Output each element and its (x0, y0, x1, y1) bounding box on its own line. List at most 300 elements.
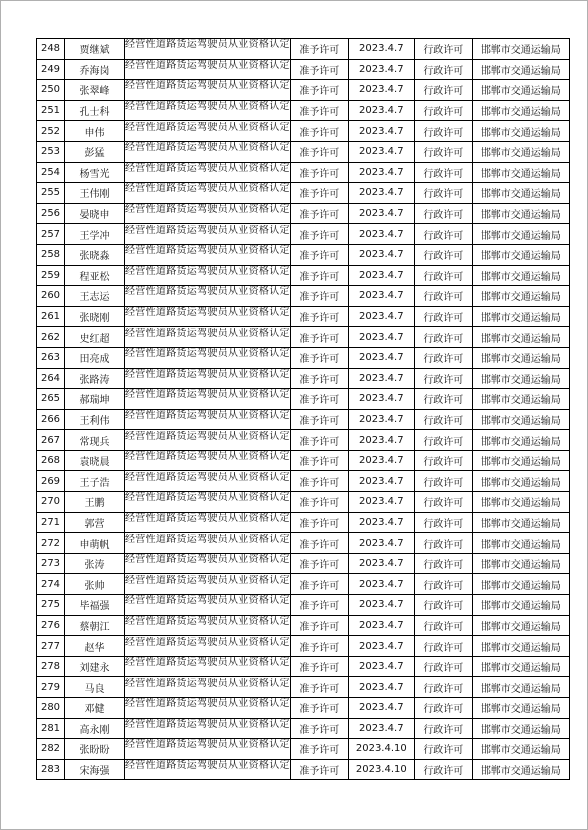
license-category-cell: 行政许可 (414, 162, 472, 183)
license-item-cell (125, 286, 291, 307)
license-item-cell (125, 759, 291, 780)
decision-type-cell: 准予许可 (290, 471, 348, 492)
issuing-authority-cell: 邯郸市交通运输局 (472, 39, 569, 60)
row-number-cell: 267 (37, 430, 65, 451)
row-number-cell: 272 (37, 533, 65, 554)
license-item: 经营性道路货运驾驶员从业资格认定 (125, 554, 290, 566)
decision-date-cell: 2023.4.7 (348, 306, 414, 327)
decision-date-cell: 2023.4.7 (348, 656, 414, 677)
license-item: 经营性道路货运驾驶员从业资格认定 (125, 760, 290, 772)
person-name-cell: 刘建永 (65, 656, 125, 677)
license-item: 经营性道路货运驾驶员从业资格认定 (125, 204, 290, 216)
license-item-cell (125, 677, 291, 698)
row-number-cell: 283 (37, 759, 65, 780)
row-number-cell: 276 (37, 615, 65, 636)
license-item-cell (125, 327, 291, 348)
issuing-authority-cell: 邯郸市交通运输局 (472, 286, 569, 307)
license-item: 经营性道路货运驾驶员从业资格认定 (125, 162, 290, 174)
license-category-cell: 行政许可 (414, 389, 472, 410)
issuing-authority-cell: 邯郸市交通运输局 (472, 100, 569, 121)
decision-date-cell: 2023.4.7 (348, 265, 414, 286)
issuing-authority-cell: 邯郸市交通运输局 (472, 141, 569, 162)
decision-date-cell: 2023.4.7 (348, 718, 414, 739)
row-number-cell: 260 (37, 286, 65, 307)
issuing-authority-cell: 邯郸市交通运输局 (472, 224, 569, 245)
person-name-cell: 袁晓晨 (65, 450, 125, 471)
issuing-authority-cell: 邯郸市交通运输局 (472, 80, 569, 101)
license-category-cell: 行政许可 (414, 739, 472, 760)
row-number-cell: 263 (37, 347, 65, 368)
issuing-authority-cell: 邯郸市交通运输局 (472, 698, 569, 719)
table-row (37, 718, 570, 739)
license-category-cell: 行政许可 (414, 244, 472, 265)
table-row (37, 368, 570, 389)
person-name-cell: 张帅 (65, 574, 125, 595)
table-row (37, 59, 570, 80)
decision-type-cell: 准予许可 (290, 306, 348, 327)
license-item: 经营性道路货运驾驶员从业资格认定 (125, 327, 290, 339)
issuing-authority-cell: 邯郸市交通运输局 (472, 203, 569, 224)
decision-date-cell: 2023.4.7 (348, 636, 414, 657)
license-item-cell (125, 636, 291, 657)
issuing-authority-cell: 邯郸市交通运输局 (472, 389, 569, 410)
license-item: 经营性道路货运驾驶员从业资格认定 (125, 307, 290, 319)
table-row (37, 759, 570, 780)
person-name-cell: 申萌帆 (65, 533, 125, 554)
decision-type-cell: 准予许可 (290, 162, 348, 183)
license-category-cell: 行政许可 (414, 471, 472, 492)
license-item-cell (125, 244, 291, 265)
license-item: 经营性道路货运驾驶员从业资格认定 (125, 389, 290, 401)
issuing-authority-cell: 邯郸市交通运输局 (472, 347, 569, 368)
decision-date-cell: 2023.4.7 (348, 100, 414, 121)
license-item: 经营性道路货运驾驶员从业资格认定 (125, 245, 290, 257)
issuing-authority-cell: 邯郸市交通运输局 (472, 718, 569, 739)
license-category-cell: 行政许可 (414, 759, 472, 780)
license-category-cell: 行政许可 (414, 183, 472, 204)
decision-type-cell: 准予许可 (290, 265, 348, 286)
license-item-cell (125, 141, 291, 162)
row-number-cell: 282 (37, 739, 65, 760)
license-item-cell (125, 121, 291, 142)
table-row (37, 244, 570, 265)
license-item-cell (125, 389, 291, 410)
table-row (37, 286, 570, 307)
license-category-cell: 行政许可 (414, 677, 472, 698)
row-number-cell: 281 (37, 718, 65, 739)
decision-type-cell: 准予许可 (290, 80, 348, 101)
decision-date-cell: 2023.4.7 (348, 595, 414, 616)
decision-type-cell: 准予许可 (290, 409, 348, 430)
license-category-cell: 行政许可 (414, 492, 472, 513)
decision-type-cell: 准予许可 (290, 39, 348, 60)
license-category-cell: 行政许可 (414, 347, 472, 368)
person-name-cell: 张盼盼 (65, 739, 125, 760)
license-item-cell (125, 162, 291, 183)
row-number-cell: 277 (37, 636, 65, 657)
license-category-cell: 行政许可 (414, 533, 472, 554)
row-number-cell: 256 (37, 203, 65, 224)
decision-type-cell: 准予许可 (290, 656, 348, 677)
person-name-cell: 王利伟 (65, 409, 125, 430)
decision-date-cell: 2023.4.7 (348, 677, 414, 698)
table-row (37, 100, 570, 121)
license-category-cell: 行政许可 (414, 409, 472, 430)
decision-date-cell: 2023.4.7 (348, 80, 414, 101)
table-row (37, 141, 570, 162)
person-name-cell: 孔士科 (65, 100, 125, 121)
license-category-cell: 行政许可 (414, 368, 472, 389)
person-name-cell: 张路涛 (65, 368, 125, 389)
row-number-cell: 255 (37, 183, 65, 204)
issuing-authority-cell: 邯郸市交通运输局 (472, 327, 569, 348)
decision-type-cell: 准予许可 (290, 759, 348, 780)
person-name-cell: 杨雪光 (65, 162, 125, 183)
decision-date-cell: 2023.4.7 (348, 409, 414, 430)
license-item-cell (125, 595, 291, 616)
license-item-cell (125, 574, 291, 595)
table-row (37, 347, 570, 368)
license-category-cell: 行政许可 (414, 121, 472, 142)
decision-type-cell: 准予许可 (290, 430, 348, 451)
decision-type-cell: 准予许可 (290, 327, 348, 348)
license-item: 经营性道路货运驾驶员从业资格认定 (125, 615, 290, 627)
decision-date-cell: 2023.4.7 (348, 698, 414, 719)
decision-type-cell: 准予许可 (290, 141, 348, 162)
table-row (37, 183, 570, 204)
person-name-cell: 张晓刚 (65, 306, 125, 327)
license-category-cell: 行政许可 (414, 39, 472, 60)
decision-date-cell: 2023.4.7 (348, 224, 414, 245)
person-name-cell: 张翠峰 (65, 80, 125, 101)
license-item-cell (125, 492, 291, 513)
decision-type-cell: 准予许可 (290, 100, 348, 121)
issuing-authority-cell: 邯郸市交通运输局 (472, 656, 569, 677)
person-name-cell: 张涛 (65, 553, 125, 574)
row-number-cell: 249 (37, 59, 65, 80)
decision-type-cell: 准予许可 (290, 574, 348, 595)
person-name-cell: 乔海岗 (65, 59, 125, 80)
license-item-cell (125, 512, 291, 533)
row-number-cell: 275 (37, 595, 65, 616)
row-number-cell: 268 (37, 450, 65, 471)
issuing-authority-cell: 邯郸市交通运输局 (472, 409, 569, 430)
person-name-cell: 郭营 (65, 512, 125, 533)
row-number-cell: 250 (37, 80, 65, 101)
table-row (37, 389, 570, 410)
license-item-cell (125, 615, 291, 636)
row-number-cell: 251 (37, 100, 65, 121)
license-item-cell (125, 39, 291, 60)
decision-date-cell: 2023.4.7 (348, 512, 414, 533)
issuing-authority-cell: 邯郸市交通运输局 (472, 574, 569, 595)
row-number-cell: 280 (37, 698, 65, 719)
license-category-cell: 行政许可 (414, 430, 472, 451)
table-row (37, 327, 570, 348)
license-item: 经营性道路货运驾驶员从业资格认定 (125, 121, 290, 133)
license-category-cell: 行政许可 (414, 656, 472, 677)
decision-date-cell: 2023.4.7 (348, 121, 414, 142)
table-row (37, 656, 570, 677)
person-name-cell: 申伟 (65, 121, 125, 142)
decision-date-cell: 2023.4.7 (348, 553, 414, 574)
issuing-authority-cell: 邯郸市交通运输局 (472, 244, 569, 265)
issuing-authority-cell: 邯郸市交通运输局 (472, 512, 569, 533)
issuing-authority-cell: 邯郸市交通运输局 (472, 677, 569, 698)
row-number-cell: 269 (37, 471, 65, 492)
license-category-cell: 行政许可 (414, 59, 472, 80)
table-row (37, 533, 570, 554)
issuing-authority-cell: 邯郸市交通运输局 (472, 739, 569, 760)
person-name-cell: 贾继斌 (65, 39, 125, 60)
issuing-authority-cell: 邯郸市交通运输局 (472, 183, 569, 204)
license-item: 经营性道路货运驾驶员从业资格认定 (125, 718, 290, 730)
license-item: 经营性道路货运驾驶员从业资格认定 (125, 471, 290, 483)
license-item: 经营性道路货运驾驶员从业资格认定 (125, 101, 290, 113)
decision-type-cell: 准予许可 (290, 512, 348, 533)
issuing-authority-cell: 邯郸市交通运输局 (472, 450, 569, 471)
row-number-cell: 252 (37, 121, 65, 142)
table-row (37, 471, 570, 492)
decision-type-cell: 准予许可 (290, 492, 348, 513)
decision-type-cell: 准予许可 (290, 121, 348, 142)
issuing-authority-cell: 邯郸市交通运输局 (472, 492, 569, 513)
person-name-cell: 邓健 (65, 698, 125, 719)
row-number-cell: 262 (37, 327, 65, 348)
license-table-body (37, 39, 570, 780)
license-item-cell (125, 409, 291, 430)
license-item-cell (125, 739, 291, 760)
license-item: 经营性道路货运驾驶员从业资格认定 (125, 142, 290, 154)
table-row (37, 739, 570, 760)
row-number-cell: 274 (37, 574, 65, 595)
license-item: 经营性道路货运驾驶员从业资格认定 (125, 533, 290, 545)
person-name-cell: 马良 (65, 677, 125, 698)
table-row (37, 39, 570, 60)
person-name-cell: 宋海强 (65, 759, 125, 780)
row-number-cell: 248 (37, 39, 65, 60)
decision-date-cell: 2023.4.7 (348, 574, 414, 595)
person-name-cell: 常现兵 (65, 430, 125, 451)
decision-date-cell: 2023.4.7 (348, 492, 414, 513)
table-row (37, 203, 570, 224)
license-item-cell (125, 100, 291, 121)
row-number-cell: 254 (37, 162, 65, 183)
person-name-cell: 王子浩 (65, 471, 125, 492)
license-item: 经营性道路货运驾驶员从业资格认定 (125, 677, 290, 689)
license-item: 经营性道路货运驾驶员从业资格认定 (125, 698, 290, 710)
table-row (37, 574, 570, 595)
license-item-cell (125, 450, 291, 471)
license-item-cell (125, 183, 291, 204)
decision-type-cell: 准予许可 (290, 347, 348, 368)
decision-date-cell: 2023.4.7 (348, 615, 414, 636)
license-category-cell: 行政许可 (414, 306, 472, 327)
row-number-cell: 279 (37, 677, 65, 698)
license-category-cell: 行政许可 (414, 574, 472, 595)
issuing-authority-cell: 邯郸市交通运输局 (472, 595, 569, 616)
decision-type-cell: 准予许可 (290, 533, 348, 554)
table-row (37, 698, 570, 719)
table-row (37, 80, 570, 101)
person-name-cell: 王志运 (65, 286, 125, 307)
license-item-cell (125, 265, 291, 286)
decision-type-cell: 准予许可 (290, 389, 348, 410)
decision-date-cell: 2023.4.10 (348, 739, 414, 760)
table-row (37, 265, 570, 286)
issuing-authority-cell: 邯郸市交通运输局 (472, 471, 569, 492)
license-item: 经营性道路货运驾驶员从业资格认定 (125, 492, 290, 504)
row-number-cell: 270 (37, 492, 65, 513)
decision-type-cell: 准予许可 (290, 203, 348, 224)
issuing-authority-cell: 邯郸市交通运输局 (472, 615, 569, 636)
table-row (37, 553, 570, 574)
license-item-cell (125, 718, 291, 739)
license-item: 经营性道路货运驾驶员从业资格认定 (125, 286, 290, 298)
row-number-cell: 271 (37, 512, 65, 533)
license-category-cell: 行政许可 (414, 286, 472, 307)
license-item: 经营性道路货运驾驶员从业资格认定 (125, 80, 290, 92)
license-item: 经营性道路货运驾驶员从业资格认定 (125, 409, 290, 421)
license-item: 经营性道路货运驾驶员从业资格认定 (125, 739, 290, 751)
person-name-cell: 王伟刚 (65, 183, 125, 204)
decision-date-cell: 2023.4.7 (348, 368, 414, 389)
license-item: 经营性道路货运驾驶员从业资格认定 (125, 265, 290, 277)
license-item: 经营性道路货运驾驶员从业资格认定 (125, 224, 290, 236)
license-category-cell: 行政许可 (414, 327, 472, 348)
license-item-cell (125, 553, 291, 574)
decision-type-cell: 准予许可 (290, 183, 348, 204)
license-item: 经营性道路货运驾驶员从业资格认定 (125, 451, 290, 463)
row-number-cell: 264 (37, 368, 65, 389)
issuing-authority-cell: 邯郸市交通运输局 (472, 265, 569, 286)
row-number-cell: 258 (37, 244, 65, 265)
license-item-cell (125, 59, 291, 80)
license-category-cell: 行政许可 (414, 80, 472, 101)
row-number-cell: 253 (37, 141, 65, 162)
license-item-cell (125, 430, 291, 451)
issuing-authority-cell: 邯郸市交通运输局 (472, 759, 569, 780)
license-category-cell: 行政许可 (414, 203, 472, 224)
license-item-cell (125, 533, 291, 554)
license-item: 经营性道路货运驾驶员从业资格认定 (125, 636, 290, 648)
license-category-cell: 行政许可 (414, 698, 472, 719)
table-row (37, 492, 570, 513)
decision-type-cell: 准予许可 (290, 368, 348, 389)
decision-type-cell: 准予许可 (290, 615, 348, 636)
person-name-cell: 蔡朝江 (65, 615, 125, 636)
decision-date-cell: 2023.4.7 (348, 430, 414, 451)
person-name-cell: 王鹏 (65, 492, 125, 513)
license-item-cell (125, 203, 291, 224)
license-item-cell (125, 698, 291, 719)
table-row (37, 224, 570, 245)
decision-date-cell: 2023.4.10 (348, 759, 414, 780)
decision-date-cell: 2023.4.7 (348, 533, 414, 554)
license-category-cell: 行政许可 (414, 141, 472, 162)
license-category-cell: 行政许可 (414, 636, 472, 657)
license-item-cell (125, 347, 291, 368)
decision-type-cell: 准予许可 (290, 286, 348, 307)
license-category-cell: 行政许可 (414, 450, 472, 471)
table-row (37, 636, 570, 657)
decision-date-cell: 2023.4.7 (348, 59, 414, 80)
table-row (37, 512, 570, 533)
license-item: 经营性道路货运驾驶员从业资格认定 (125, 512, 290, 524)
decision-type-cell: 准予许可 (290, 553, 348, 574)
row-number-cell: 259 (37, 265, 65, 286)
license-category-cell: 行政许可 (414, 553, 472, 574)
decision-date-cell: 2023.4.7 (348, 39, 414, 60)
decision-type-cell: 准予许可 (290, 224, 348, 245)
person-name-cell: 史红超 (65, 327, 125, 348)
license-category-cell: 行政许可 (414, 512, 472, 533)
table-row (37, 409, 570, 430)
issuing-authority-cell: 邯郸市交通运输局 (472, 59, 569, 80)
person-name-cell: 毕福强 (65, 595, 125, 616)
decision-date-cell: 2023.4.7 (348, 471, 414, 492)
license-item: 经营性道路货运驾驶员从业资格认定 (125, 574, 290, 586)
license-item-cell (125, 471, 291, 492)
decision-date-cell: 2023.4.7 (348, 286, 414, 307)
license-category-cell: 行政许可 (414, 595, 472, 616)
decision-type-cell: 准予许可 (290, 595, 348, 616)
decision-type-cell: 准予许可 (290, 718, 348, 739)
license-item: 经营性道路货运驾驶员从业资格认定 (125, 595, 290, 607)
decision-date-cell: 2023.4.7 (348, 162, 414, 183)
person-name-cell: 王学冲 (65, 224, 125, 245)
person-name-cell: 高永刚 (65, 718, 125, 739)
decision-date-cell: 2023.4.7 (348, 327, 414, 348)
row-number-cell: 273 (37, 553, 65, 574)
decision-type-cell: 准予许可 (290, 59, 348, 80)
person-name-cell: 张晓淼 (65, 244, 125, 265)
row-number-cell: 266 (37, 409, 65, 430)
table-row (37, 615, 570, 636)
row-number-cell: 265 (37, 389, 65, 410)
issuing-authority-cell: 邯郸市交通运输局 (472, 306, 569, 327)
license-category-cell: 行政许可 (414, 265, 472, 286)
issuing-authority-cell: 邯郸市交通运输局 (472, 533, 569, 554)
table-row (37, 677, 570, 698)
decision-date-cell: 2023.4.7 (348, 347, 414, 368)
row-number-cell: 261 (37, 306, 65, 327)
decision-date-cell: 2023.4.7 (348, 203, 414, 224)
decision-type-cell: 准予许可 (290, 636, 348, 657)
person-name-cell: 赵华 (65, 636, 125, 657)
table-row (37, 162, 570, 183)
person-name-cell: 彭猛 (65, 141, 125, 162)
license-item: 经营性道路货运驾驶员从业资格认定 (125, 430, 290, 442)
license-item: 经营性道路货运驾驶员从业资格认定 (125, 39, 290, 51)
decision-date-cell: 2023.4.7 (348, 244, 414, 265)
license-category-cell: 行政许可 (414, 615, 472, 636)
table-row (37, 430, 570, 451)
license-item-cell (125, 656, 291, 677)
decision-date-cell: 2023.4.7 (348, 183, 414, 204)
decision-date-cell: 2023.4.7 (348, 450, 414, 471)
row-number-cell: 278 (37, 656, 65, 677)
issuing-authority-cell: 邯郸市交通运输局 (472, 368, 569, 389)
license-item-cell (125, 368, 291, 389)
license-item-cell (125, 80, 291, 101)
license-item-cell (125, 224, 291, 245)
person-name-cell: 田亮成 (65, 347, 125, 368)
table-row (37, 595, 570, 616)
person-name-cell: 郝瑞坤 (65, 389, 125, 410)
row-number-cell: 257 (37, 224, 65, 245)
license-category-cell: 行政许可 (414, 224, 472, 245)
